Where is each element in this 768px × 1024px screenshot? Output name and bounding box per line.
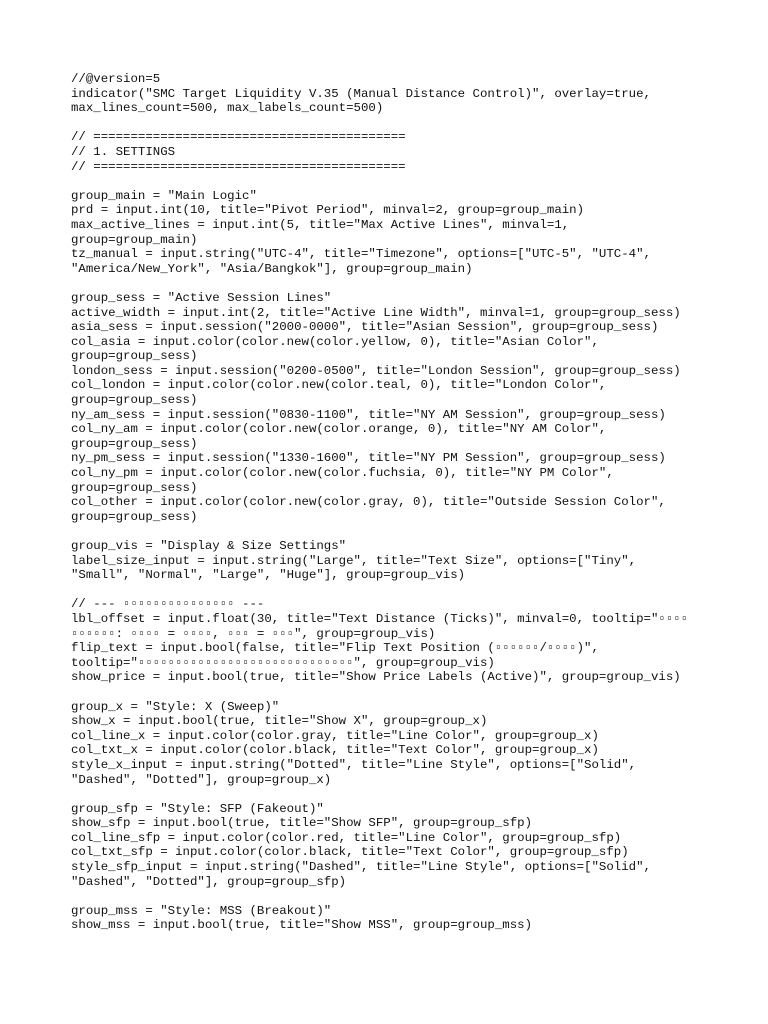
code-line: group_sfp = "Style: SFP (Fakeout)"	[71, 801, 324, 816]
code-line	[71, 685, 761, 700]
code-line: group=group_sess)	[71, 393, 198, 408]
code-line: show_sfp = input.bool(true, title="Show SFP", group=group_sfp)	[71, 816, 533, 831]
code-line: group_main = "Main Logic"	[71, 188, 257, 203]
code-line: "Dashed", "Dotted"], group=group_sfp)	[71, 874, 347, 889]
code-line: group_x = "Style: X (Sweep)"	[71, 699, 280, 714]
code-line: group=group_sess)	[71, 349, 198, 364]
code-line: style_sfp_input = input.string("Dashed", title="Line Style", options=["Solid",	[71, 860, 651, 875]
code-line: // ==========================================	[71, 159, 406, 174]
code-line: max_lines_count=500, max_labels_count=500)	[71, 101, 384, 116]
code-line	[71, 787, 761, 802]
code-line: col_london = input.color(color.new(color.teal, 0), title="London Color",	[71, 378, 607, 393]
code-block	[71, 72, 761, 933]
code-line: group=group_sess)	[71, 436, 198, 451]
code-line: col_txt_x = input.color(color.black, title="Text Color", group=group_x)	[71, 743, 599, 758]
code-line: tz_manual = input.string("UTC-4", title="Timezone", options=["UTC-5", "UTC-4",	[71, 247, 651, 262]
code-line	[71, 174, 761, 189]
code-line: flip_text = input.bool(false, title="Flip Text Position (▫▫▫▫▫▫/▫▫▫▫)",	[71, 641, 599, 656]
code-line: col_other = input.color(color.new(color.gray, 0), title="Outside Session Color",	[71, 495, 666, 510]
code-line: col_asia = input.color(color.new(color.yellow, 0), title="Asian Color",	[71, 334, 599, 349]
code-line: "Small", "Normal", "Large", "Huge"], group=group_vis)	[71, 568, 466, 583]
code-line: group=group_main)	[71, 232, 198, 247]
code-line: group_sess = "Active Session Lines"	[71, 290, 332, 305]
code-line: col_ny_pm = input.color(color.new(color.fuchsia, 0), title="NY PM Color",	[71, 466, 614, 481]
code-line: group_mss = "Style: MSS (Breakout)"	[71, 903, 332, 918]
code-line: group=group_sess)	[71, 509, 198, 524]
code-line: col_txt_sfp = input.color(color.black, title="Text Color", group=group_sfp)	[71, 845, 629, 860]
code-line: show_x = input.bool(true, title="Show X", group=group_x)	[71, 714, 488, 729]
code-line: col_line_sfp = input.color(color.red, title="Line Color", group=group_sfp)	[71, 830, 622, 845]
code-line	[71, 583, 761, 598]
code-line	[71, 276, 761, 291]
code-line	[71, 889, 761, 904]
code-line	[71, 524, 761, 539]
code-line: "America/New_York", "Asia/Bangkok"], group=group_main)	[71, 261, 473, 276]
code-line: ny_pm_sess = input.session("1330-1600", title="NY PM Session", group=group_sess)	[71, 451, 666, 466]
code-line: "Dashed", "Dotted"], group=group_x)	[71, 772, 332, 787]
code-line: ▫▫▫▫▫▫: ▫▫▫▫ = ▫▫▫▫, ▫▫▫ = ▫▫▫", group=group_vis)	[71, 626, 436, 641]
code-line: lbl_offset = input.float(30, title="Text Distance (Ticks)", minval=0, tooltip="▫▫▫▫	[71, 611, 689, 626]
code-line: // 1. SETTINGS	[71, 144, 176, 159]
code-line: col_ny_am = input.color(color.new(color.orange, 0), title="NY AM Color",	[71, 422, 607, 437]
code-line: asia_sess = input.session("2000-0000", title="Asian Session", group=group_sess)	[71, 320, 659, 335]
code-line: // --- ▫▫▫▫▫▫▫▫▫▫▫▫▫▫▫ ---	[71, 597, 265, 612]
code-line: group=group_sess)	[71, 480, 198, 495]
code-line: //@version=5	[71, 72, 161, 86]
code-line: group_vis = "Display & Size Settings"	[71, 539, 347, 553]
code-line: active_width = input.int(2, title="Active Line Width", minval=1, group=group_sess)	[71, 305, 681, 320]
code-line: col_line_x = input.color(color.gray, title="Line Color", group=group_x)	[71, 728, 599, 743]
code-line: style_x_input = input.string("Dotted", title="Line Style", options=["Solid",	[71, 757, 637, 772]
code-line: tooltip="▫▫▫▫▫▫▫▫▫▫▫▫▫▫▫▫▫▫▫▫▫▫▫▫▫▫▫▫▫", group=group_vis)	[71, 655, 495, 670]
code-line: // ==========================================	[71, 130, 406, 145]
code-line	[71, 116, 761, 131]
code-line: label_size_input = input.string("Large", title="Text Size", options=["Tiny",	[71, 553, 637, 568]
code-line: show_mss = input.bool(true, title="Show MSS", group=group_mss)	[71, 918, 533, 933]
code-line: london_sess = input.session("0200-0500", title="London Session", group=group_sess)	[71, 363, 681, 378]
code-line: indicator("SMC Target Liquidity V.35 (Manual Distance Control)", overlay=true,	[71, 86, 651, 101]
code-line: max_active_lines = input.int(5, title="Max Active Lines", minval=1,	[71, 217, 570, 232]
code-line: show_price = input.bool(true, title="Show Price Labels (Active)", group=group_vis)	[71, 670, 681, 685]
code-line: prd = input.int(10, title="Pivot Period", minval=2, group=group_main)	[71, 203, 585, 218]
code-line: ny_am_sess = input.session("0830-1100", title="NY AM Session", group=group_sess)	[71, 407, 666, 422]
